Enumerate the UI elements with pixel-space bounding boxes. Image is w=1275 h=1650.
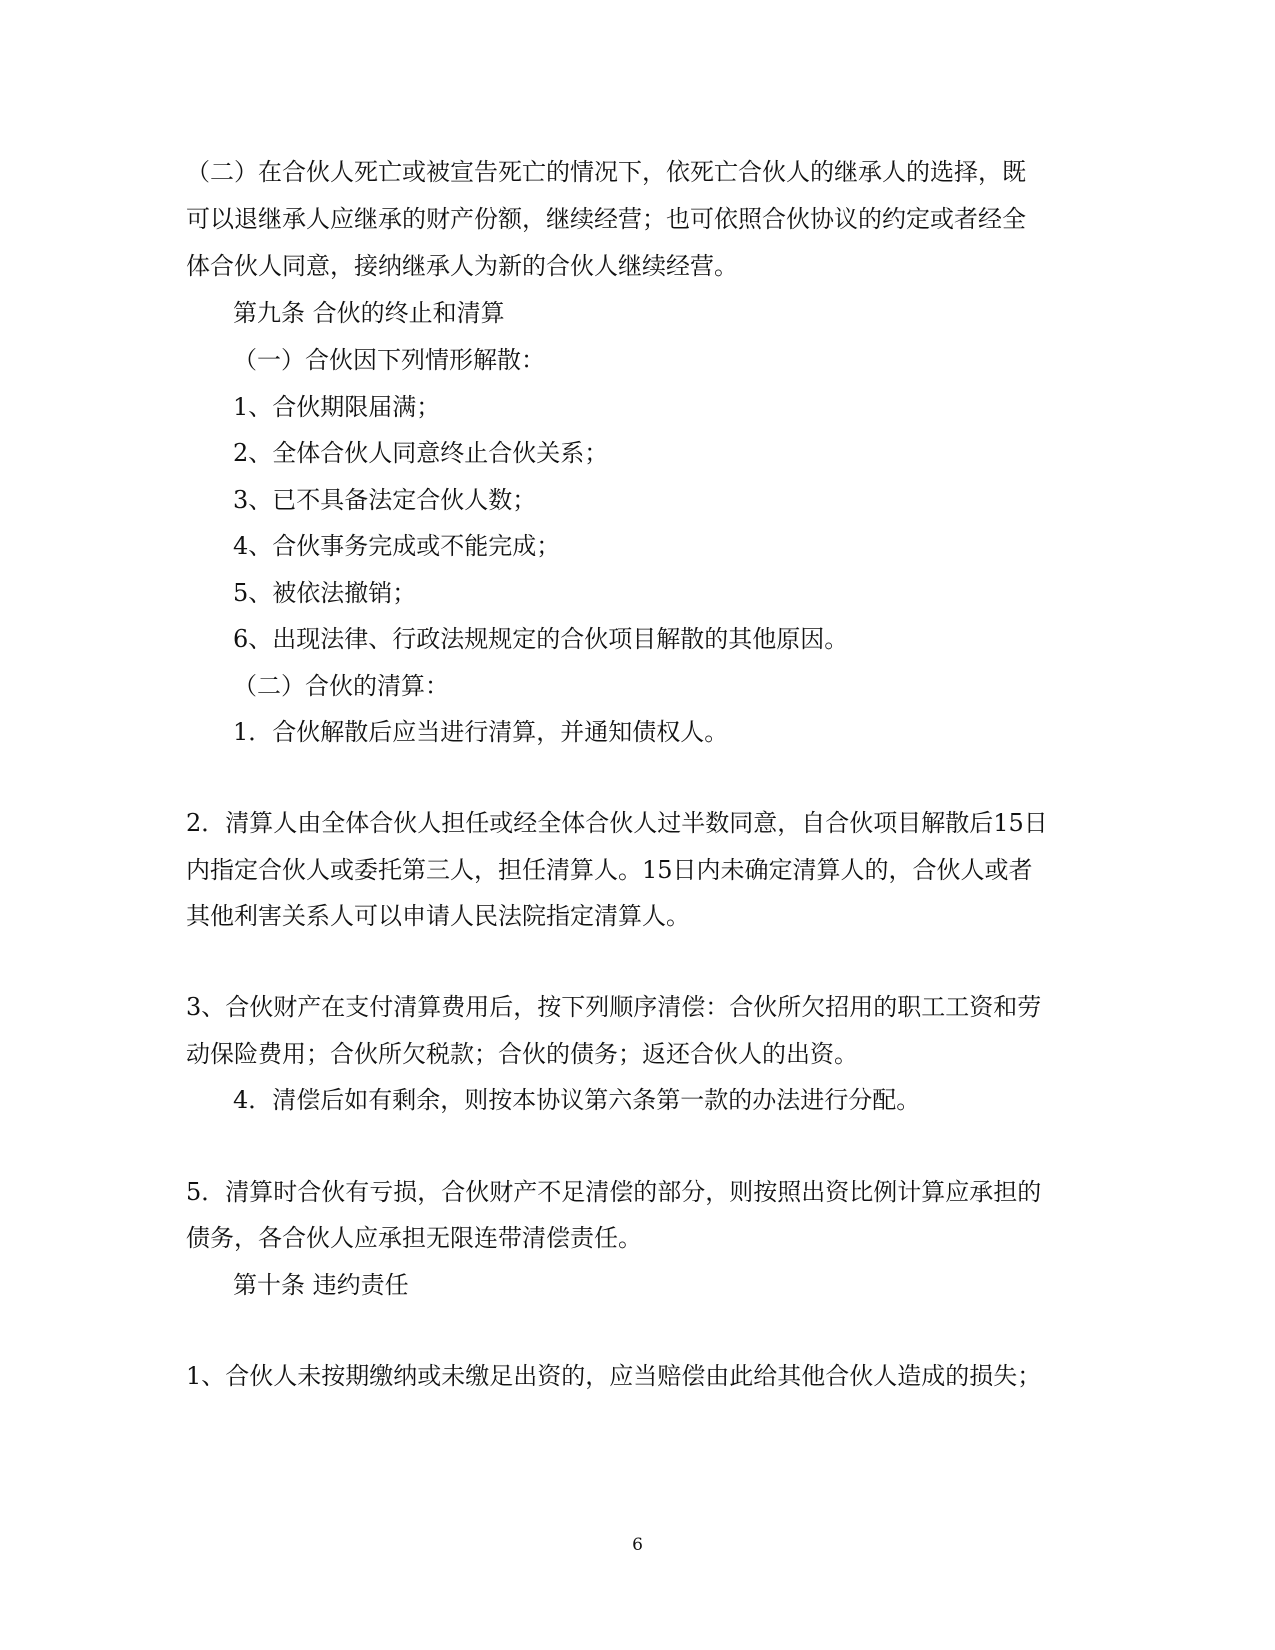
list-item: 3、已不具备法定合伙人数； [233,486,537,514]
list-item: 4、合伙事务完成或不能完成； [233,532,561,560]
page-number: 6 [632,1535,643,1555]
article-heading: 第九条 合伙的终止和清算 [233,299,505,327]
paragraph-line: 5．清算时合伙有亏损，合伙财产不足清偿的部分，则按照出资比例计算应承担的 [186,1178,1042,1206]
paragraph-line: 债务，各合伙人应承担无限连带清偿责任。 [186,1224,642,1252]
list-item: 4．清偿后如有剩余，则按本协议第六条第一款的办法进行分配。 [233,1086,921,1114]
list-item: 2、全体合伙人同意终止合伙关系； [233,439,609,467]
paragraph-line: 1、合伙人未按期缴纳或未缴足出资的，应当赔偿由此给其他合伙人造成的损失； [186,1362,1042,1390]
paragraph-line: 3、合伙财产在支付清算费用后，按下列顺序清偿：合伙所欠招用的职工工资和劳 [186,993,1042,1021]
paragraph-line: 其他利害关系人可以申请人民法院指定清算人。 [186,902,690,930]
article-heading: 第十条 违约责任 [233,1271,409,1299]
list-item: 5、被依法撤销； [233,579,417,607]
list-item: 1．合伙解散后应当进行清算，并通知债权人。 [233,718,729,746]
paragraph-line: 可以退继承人应继承的财产份额，继续经营；也可依照合伙协议的约定或者经全 [186,205,1026,233]
paragraph-line: 2．清算人由全体合伙人担任或经全体合伙人过半数同意，自合伙项目解散后15日 [186,809,1048,837]
section-heading: （一）合伙因下列情形解散： [233,346,545,374]
list-item: 1、合伙期限届满； [233,393,441,421]
paragraph-line: 内指定合伙人或委托第三人，担任清算人。15日内未确定清算人的，合伙人或者 [186,856,1033,884]
paragraph-line: 动保险费用；合伙所欠税款；合伙的债务；返还合伙人的出资。 [186,1040,858,1068]
paragraph-line: 体合伙人同意，接纳继承人为新的合伙人继续经营。 [186,252,738,280]
list-item: 6、出现法律、行政法规规定的合伙项目解散的其他原因。 [233,625,849,653]
section-heading: （二）合伙的清算： [233,672,449,700]
paragraph-line: （二）在合伙人死亡或被宣告死亡的情况下，依死亡合伙人的继承人的选择，既 [186,158,1026,186]
